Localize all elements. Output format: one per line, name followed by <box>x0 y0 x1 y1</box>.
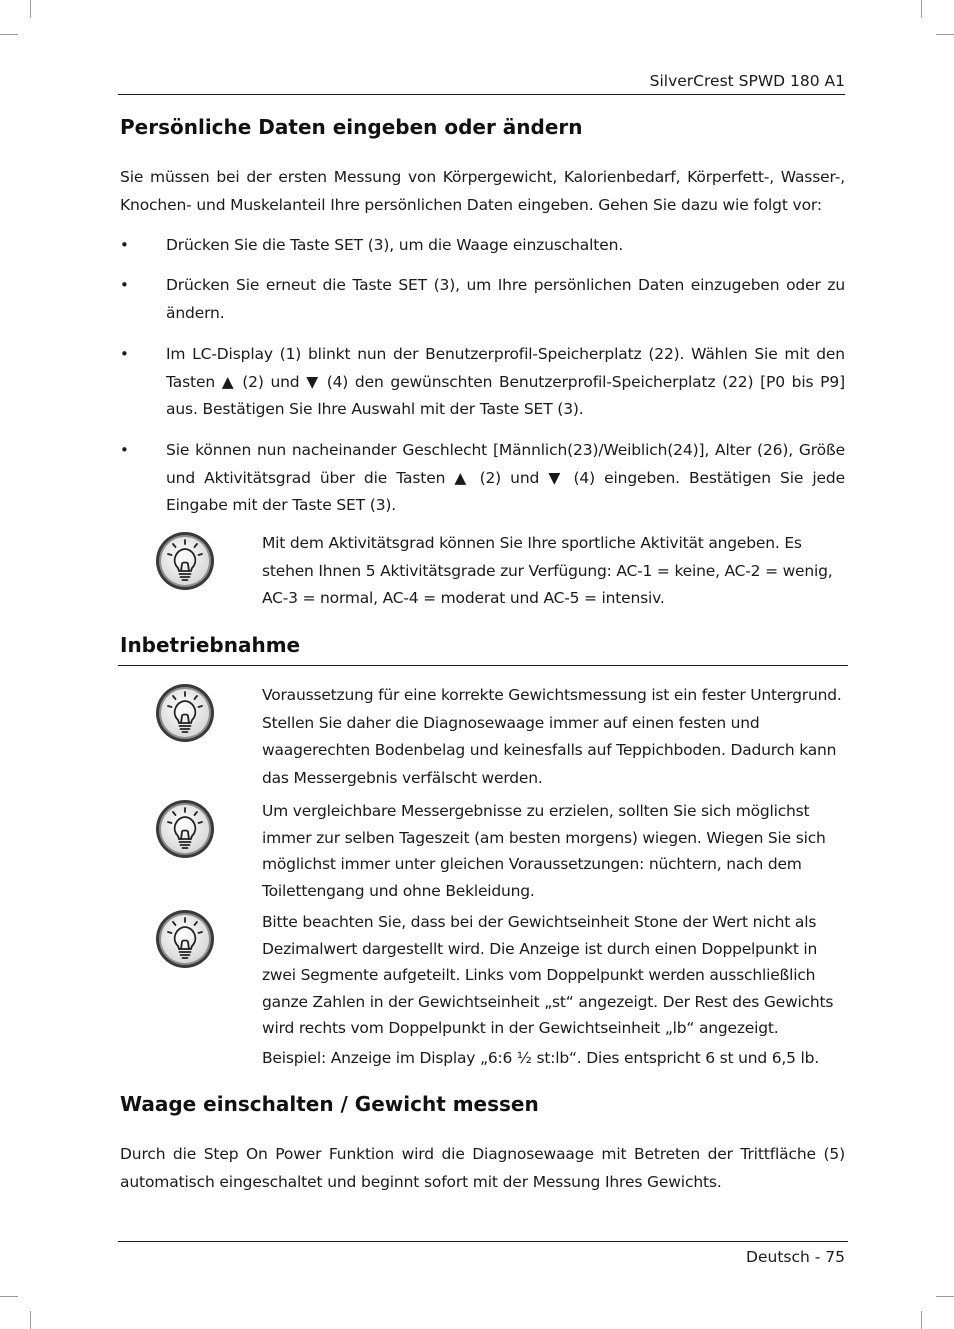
note-text: Bitte beachten Sie, dass bei der Gewichtseinheit Stone der Wert nicht als Dezimalwert dargestellt wird. Die Anzeige ist durch einen Doppelpunkt in zwei Segmente aufgeteilt. Links vom Doppelpunkt werden ausschließlich ganze Zahlen in der Gewichtseinheit „st“ angezeigt. Der Rest des Gewichts wird rechts vom Doppelpunkt in der Gewichtseinheit „lb“ angezeigt. <box>262 913 834 1037</box>
section-title-weigh: Waage einschalten / Gewicht messen <box>120 1092 539 1116</box>
list-item-text: Drücken Sie die Taste SET (3), um die Waage einzuschalten. <box>166 236 624 254</box>
page-number: Deutsch - 75 <box>746 1248 845 1266</box>
note-text: Voraussetzung für eine korrekte Gewichtsmessung ist ein fester Untergrund. Stellen Sie daher die Diagnosewaage immer auf einen festen und waagerechten Bodenbelag und keinesfalls auf Teppichboden. Dadurch kann das Messergebnis verfälscht werden. <box>262 686 842 787</box>
weigh-paragraph: Durch die Step On Power Funktion wird die Diagnosewaage mit Betreten der Trittfläche (5) automatisch eingeschaltet und beginnt sofort mit der Messung Ihres Gewichts. <box>120 1145 845 1191</box>
note-text: Um vergleichbare Messergebnisse zu erzielen, sollten Sie sich möglichst immer zur selben Tageszeit (am besten morgens) wiegen. Wiegen Sie sich möglichst immer unter gleichen Voraussetzungen: nüchtern, nach dem Toilettengang und ohne Bekleidung. <box>262 802 826 900</box>
list-item <box>120 272 845 327</box>
footer-rule <box>118 1241 848 1242</box>
section-title-setup: Inbetriebnahme <box>120 633 301 657</box>
crop-mark <box>0 34 18 35</box>
running-header: SilverCrest SPWD 180 A1 <box>649 72 845 90</box>
crop-mark <box>936 1296 954 1297</box>
bullet-icon: • <box>120 441 129 459</box>
intro-paragraph: Sie müssen bei der ersten Messung von Körpergewicht, Kalorienbedarf, Körperfett-, Wasser-, Knochen- und Muskelanteil Ihre persönlichen Daten eingeben. Gehen Sie dazu wie folgt vor: <box>120 168 845 214</box>
section-rule <box>118 665 848 666</box>
crop-mark <box>30 0 31 18</box>
lightbulb-hint-icon <box>154 798 216 860</box>
lightbulb-hint-icon <box>154 682 216 744</box>
lightbulb-hint-icon <box>154 530 216 592</box>
note-text: Mit dem Aktivitätsgrad können Sie Ihre sportliche Aktivität angeben. Es stehen Ihnen 5 Aktivitätsgrade zur Verfügung: AC-1 = keine, AC-2 = wenig, AC-3 = normal, AC-4 = moderat und AC-5 = intensiv. <box>262 534 833 607</box>
bullet-icon: • <box>120 276 129 294</box>
lightbulb-hint-icon <box>154 908 216 970</box>
example-text: Beispiel: Anzeige im Display „6:6 ½ st:lb“. Dies entspricht 6 st und 6,5 lb. <box>262 1049 819 1067</box>
crop-mark <box>921 1311 922 1329</box>
list-item-text: Im LC-Display (1) blinkt nun der Benutzerprofil-Speicherplatz (22). Wählen Sie mit den Tasten ▲ (2) und ▼ (4) den gewünschten Benutzerprofil-Speicherplatz (22) [P0 bis P9] aus. Bestätigen Sie Ihre Auswahl mit der Taste SET (3). <box>166 345 845 418</box>
section-title-personal-data: Persönliche Daten eingeben oder ändern <box>120 115 583 139</box>
bullet-icon: • <box>120 236 129 254</box>
header-rule <box>118 94 845 95</box>
crop-mark <box>936 34 954 35</box>
bullet-icon: • <box>120 345 129 363</box>
list-item <box>120 232 845 260</box>
list-item-text: Sie können nun nacheinander Geschlecht [Männlich(23)/Weiblich(24)], Alter (26), Größe und Aktivitätsgrad über die Tasten ▲ (2) und ▼ (4) eingeben. Bestätigen Sie jede Eingabe mit der Taste SET (3). <box>166 441 845 514</box>
list-item-text: Drücken Sie erneut die Taste SET (3), um Ihre persönlichen Daten einzugeben oder zu ändern. <box>166 276 845 322</box>
crop-mark <box>30 1311 31 1329</box>
crop-mark <box>0 1296 18 1297</box>
list-item <box>120 341 845 424</box>
crop-mark <box>921 0 922 18</box>
list-item <box>120 437 845 520</box>
